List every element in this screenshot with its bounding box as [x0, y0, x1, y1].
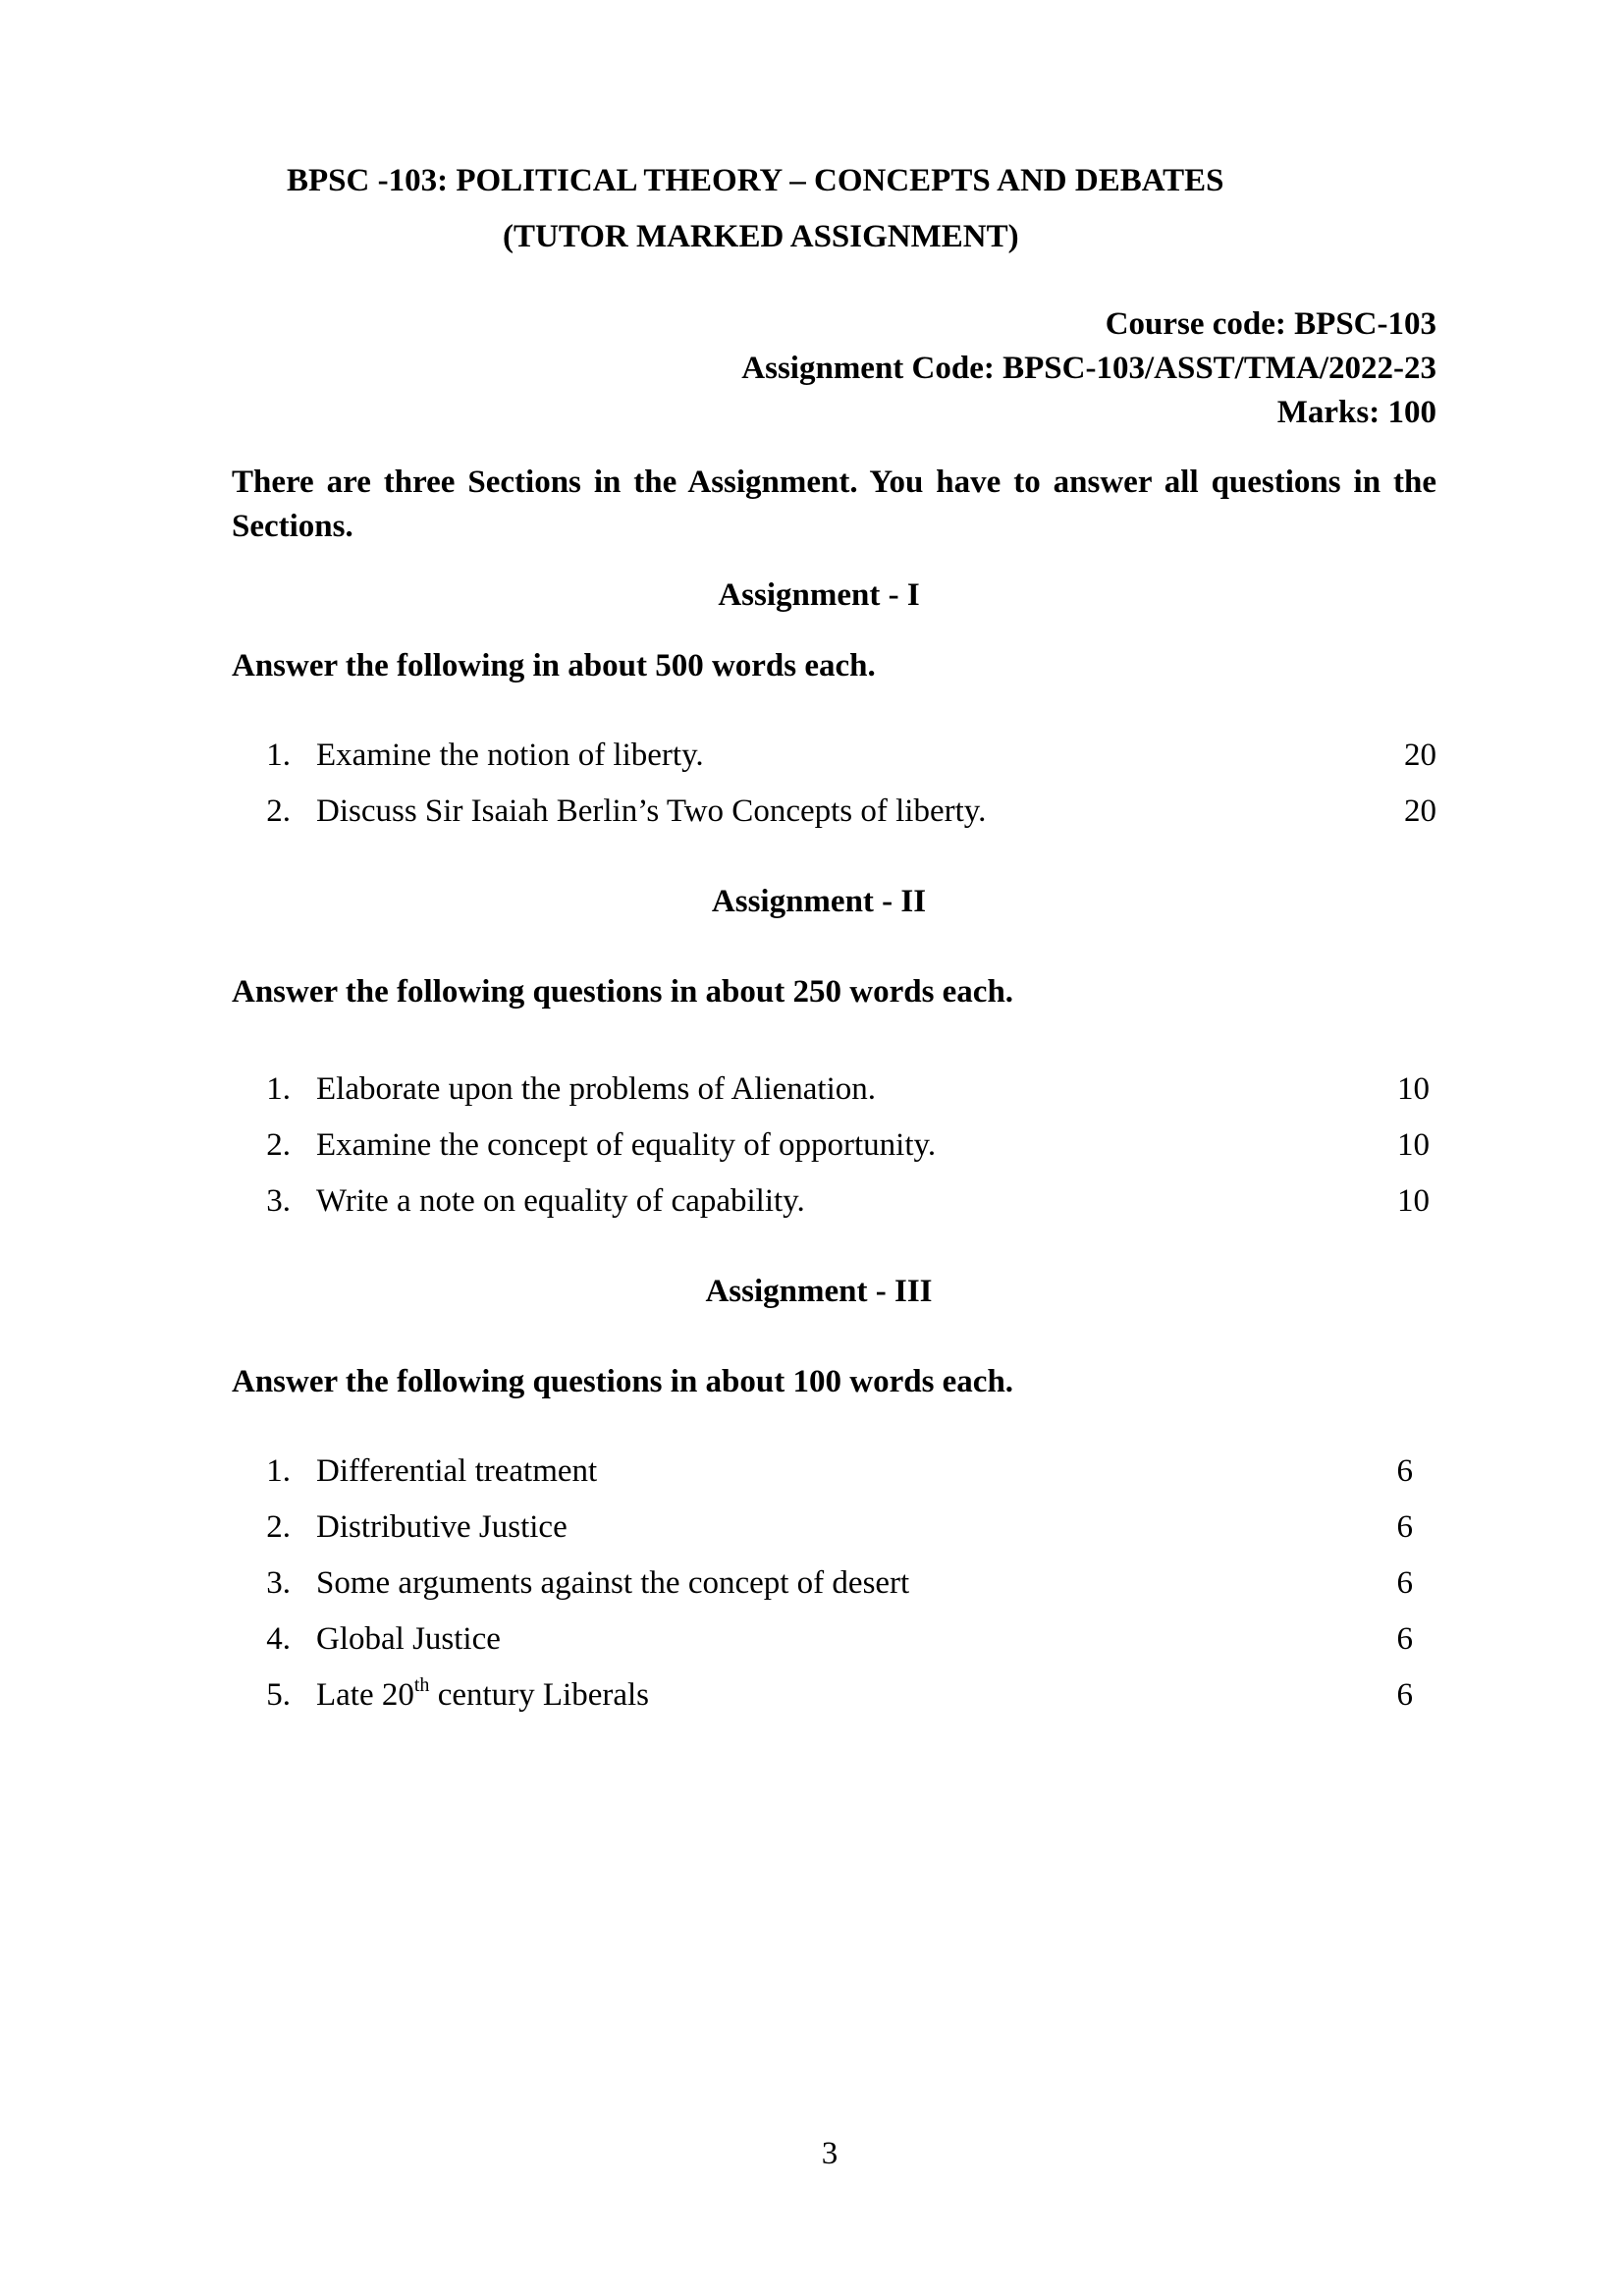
question-text-before: Late 20: [316, 1677, 414, 1713]
question-number: 2.: [266, 1509, 291, 1545]
question-text: Differential treatment: [316, 1453, 598, 1489]
question-marks: 6: [1396, 1565, 1413, 1601]
section-instruction: Answer the following in about 500 words each.: [232, 648, 876, 683]
question-text: Examine the notion of liberty.: [316, 738, 704, 773]
section-instruction: Answer the following questions in about 250 words each.: [232, 974, 1014, 1010]
question-number: 4.: [266, 1621, 291, 1657]
question-text-after: century Liberals: [429, 1677, 650, 1713]
question-text: Discuss Sir Isaiah Berlin’s Two Concepts of liberty.: [316, 793, 987, 829]
document-subtitle: (TUTOR MARKED ASSIGNMENT): [503, 219, 1019, 254]
question-marks: 10: [1397, 1127, 1430, 1163]
assignment-code: Assignment Code: BPSC-103/ASST/TMA/2022-23: [741, 351, 1436, 386]
question-text: Elaborate upon the problems of Alienation.: [316, 1071, 877, 1107]
question-text: Some arguments against the concept of desert: [316, 1565, 910, 1601]
question-number: 2.: [266, 793, 291, 829]
question-number: 2.: [266, 1127, 291, 1163]
section-heading: Assignment - I: [718, 577, 920, 613]
ordinal-suffix: th: [413, 1674, 430, 1696]
course-code: Course code: BPSC-103: [1105, 306, 1436, 342]
question-number: 1.: [266, 1453, 291, 1489]
intro-paragraph: There are three Sections in the Assignment. You have to answer all questions in the Sections.: [232, 465, 1436, 544]
question-number: 1.: [266, 1071, 291, 1107]
question-marks: 20: [1404, 738, 1436, 773]
question-marks: 6: [1396, 1509, 1413, 1545]
question-number: 1.: [266, 738, 291, 773]
question-text: Global Justice: [316, 1621, 501, 1657]
total-marks: Marks: 100: [1276, 395, 1436, 430]
question-text: [316, 1674, 650, 1714]
question-marks: 6: [1396, 1453, 1413, 1489]
question-number: 5.: [266, 1677, 291, 1713]
section-heading: Assignment - III: [705, 1274, 933, 1309]
document-title: BPSC -103: POLITICAL THEORY – CONCEPTS AND DEBATES: [287, 163, 1224, 198]
question-number: 3.: [266, 1565, 291, 1601]
page-number: 3: [821, 2136, 839, 2171]
question-marks: 10: [1397, 1183, 1430, 1219]
section-heading: Assignment - II: [711, 884, 927, 919]
question-marks: 20: [1404, 793, 1436, 829]
question-text: Examine the concept of equality of opportunity.: [316, 1127, 937, 1163]
question-text: Distributive Justice: [316, 1509, 568, 1545]
question-text: Write a note on equality of capability.: [316, 1183, 805, 1219]
question-marks: 6: [1396, 1621, 1413, 1657]
question-marks: 6: [1396, 1677, 1413, 1713]
question-marks: 10: [1397, 1071, 1430, 1107]
question-number: 3.: [266, 1183, 291, 1219]
section-instruction: Answer the following questions in about 100 words each.: [232, 1364, 1014, 1399]
